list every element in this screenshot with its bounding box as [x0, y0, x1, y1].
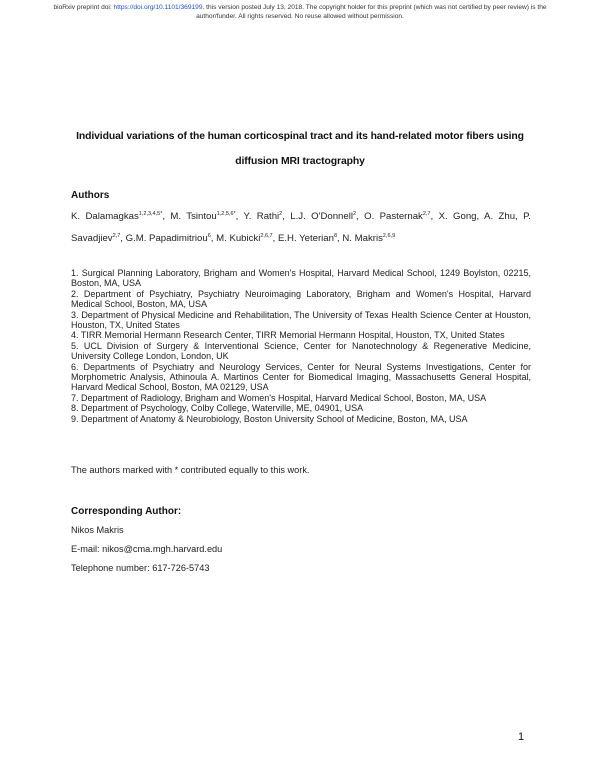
affiliation-item: 1. Surgical Planning Laboratory, Brigham and Women's Hospital, Harvard Medical School, 1249 Boylston, 02215, Boston, MA, USA	[71, 268, 531, 289]
author-separator: ,	[235, 211, 244, 222]
authors-heading: Authors	[71, 190, 110, 201]
author-name: A. Zhu	[484, 211, 516, 222]
author-affiliation-marker: 1,2,5,6*	[216, 211, 236, 217]
author-separator: ,	[210, 233, 217, 244]
author-separator: ,	[476, 211, 485, 222]
author-name: K. Dalamagkas	[71, 211, 139, 222]
author-affiliation-marker: 2	[279, 211, 283, 217]
author-affiliation-marker: 8	[333, 233, 338, 239]
author-affiliation-marker: 2	[352, 211, 357, 217]
author-separator: ,	[272, 233, 278, 244]
author-separator: ,	[515, 211, 524, 222]
author-name: O. Pasternak	[364, 211, 423, 222]
author-separator: ,	[430, 211, 439, 222]
page-number: 1	[518, 731, 525, 743]
affiliation-item: 7. Department of Radiology, Brigham and Women's Hospital, Harvard Medical School, Boston, MA, USA	[71, 392, 487, 403]
affiliation-item: 3. Department of Physical Medicine and Rehabilitation, The University of Texas Health Science Center at Houston, Houston, TX, United States	[71, 309, 531, 331]
corresponding-author-phone: Telephone number: 617-726-5743	[71, 563, 210, 573]
author-affiliation-marker: 2,7	[422, 211, 431, 217]
author-name: N. Makris	[342, 233, 383, 244]
paper-title: Individual variations of the human corticospinal tract and its hand-related motor fibers using diffusion MRI tractography	[76, 131, 524, 167]
author-name: X. Gong	[438, 211, 477, 222]
author-separator: ,	[282, 211, 291, 222]
author-name: P. Savadjiev	[71, 211, 531, 244]
author-separator: ,	[356, 211, 365, 222]
affiliation-item: 6. Departments of Psychiatry and Neurology Services, Center for Neural Systems Investigations, Center for Morphometric Analysis, Athinoula A. Martinos Center for Biomedical Imaging, Massachusetts General Hospital, Harvard Medical School, Boston, MA 02129, USA	[71, 361, 531, 393]
affiliation-item: 4. TIRR Memorial Hermann Research Center, TIRR Memorial Hermann Hospital, Houston, TX, United States	[71, 330, 505, 341]
corresponding-author-email: E-mail: nikos@cma.mgh.harvard.edu	[71, 544, 223, 554]
corresponding-author-name: Nikos Makris	[71, 525, 124, 535]
affiliation-list	[71, 268, 531, 424]
affiliation-item: 2. Department of Psychiatry, Psychiatry Neuroimaging Laboratory, Brigham and Women's Hospital, Harvard Medical School, Boston, MA, USA	[71, 288, 531, 310]
doi-link[interactable]: https://doi.org/10.1101/369199	[113, 4, 203, 11]
author-separator: ,	[162, 211, 171, 222]
author-name: L.J. O'Donnell	[290, 211, 353, 222]
equal-contribution-note: The authors marked with * contributed equally to this work.	[71, 465, 310, 475]
preprint-notice	[40, 4, 560, 21]
author-name: G.M. Papadimitriou	[125, 233, 208, 244]
affiliation-item: 8. Department of Psychology, Colby College, Waterville, ME, 04901, USA	[71, 403, 364, 414]
corresponding-author-heading: Corresponding Author:	[71, 506, 182, 517]
author-name: M. Kubicki	[216, 233, 261, 244]
author-affiliation-marker: 2,6,7	[260, 233, 273, 239]
author-separator: ,	[337, 233, 343, 244]
author-separator: ,	[120, 233, 126, 244]
preprint-notice-prefix: bioRxiv preprint doi:	[53, 4, 114, 11]
author-list	[71, 206, 531, 250]
author-name: E.H. Yeterian	[277, 233, 334, 244]
author-name: M. Tsintou	[170, 211, 217, 222]
affiliation-item: 9. Department of Anatomy & Neurobiology, Boston University School of Medicine, Boston, MA, USA	[71, 413, 468, 424]
author-affiliation-marker: 6	[207, 233, 211, 239]
preprint-notice-suffix: . this version posted July 13, 2018. The copyright holder for this preprint (which was not certified by peer review) is the author/funder. All rights reserved. No reuse allowed without permission.	[196, 4, 547, 20]
author-name: Y. Rathi	[243, 211, 280, 222]
affiliation-item: 5. UCL Division of Surgery & Interventional Science, Center for Nanotechnology & Regenerative Medicine, University College London, London, UK	[71, 340, 531, 362]
author-affiliation-marker: 2,6,9	[382, 233, 396, 239]
author-affiliation-marker: 2,7	[112, 233, 121, 239]
author-affiliation-marker: 1,2,3,4,5*	[138, 211, 163, 217]
